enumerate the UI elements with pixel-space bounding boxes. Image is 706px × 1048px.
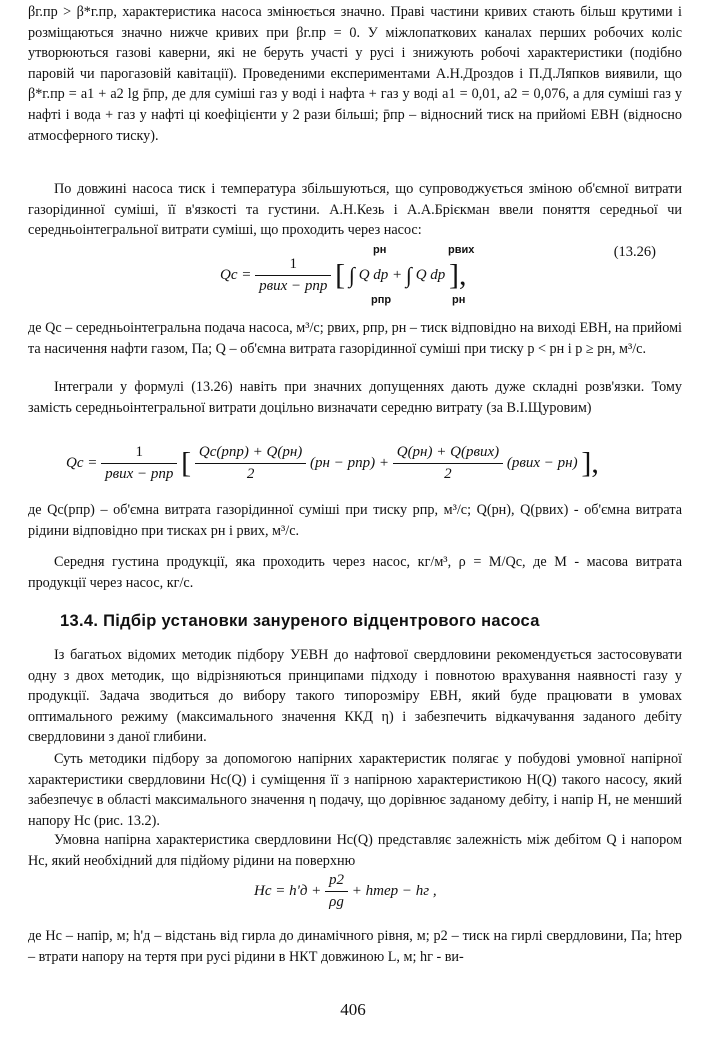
page-number: 406 bbox=[340, 1000, 366, 1019]
eq1-integral-1: ∫ bbox=[348, 262, 355, 288]
equation-13-26 bbox=[28, 244, 682, 310]
paragraph-5: де Qс(pпр) – об'ємна витрата газорідинної суміші при тиску pпр, м³/с; Q(pн), Q(pвих) - об'ємна витрата рідини відповідно при тисках pн і pвих, м³/с. bbox=[28, 502, 682, 539]
eq2-term-1 bbox=[195, 444, 306, 483]
eq3-left: Hс = h'д + bbox=[254, 882, 322, 899]
eq2-term-1-num: Qс(pпр) + Q(pн) bbox=[195, 444, 306, 464]
eq1-left: Qс = bbox=[220, 266, 252, 283]
paragraph-9: Умовна напірна характеристика свердловини Hс(Q) представляє залежність між дебітом Q і напором Hс, який необхідний для підйому рідини на поверхню bbox=[28, 832, 682, 869]
eq1-limit-2-bottom: pн bbox=[452, 294, 466, 306]
eq2-term-2-mul: (pвих − pн) bbox=[506, 454, 578, 471]
eq2-bracket-open: [ bbox=[181, 446, 192, 480]
eq2-bracket-close: ], bbox=[581, 446, 599, 480]
eq1-bracket-close: ], bbox=[449, 258, 467, 292]
eq2-term-2-num: Q(pн) + Q(pвих) bbox=[393, 444, 503, 464]
eq1-frac-den: pвих − pпр bbox=[259, 278, 328, 294]
eq3-fraction bbox=[325, 872, 348, 911]
paragraph-6: Середня густина продукції, яка проходить через насос, кг/м³, ρ = M/Qс, де M - масова витрата продукції через насос, кг/с. bbox=[28, 554, 682, 591]
equation-head bbox=[28, 872, 682, 916]
eq2-frac-den: pвих − pпр bbox=[105, 466, 174, 482]
eq1-fraction bbox=[255, 256, 331, 295]
eq2-term-2-den: 2 bbox=[444, 466, 452, 482]
eq2-term-1-mul: (pн − pпр) + bbox=[310, 454, 389, 471]
equation-number: (13.26) bbox=[613, 244, 656, 260]
eq3-frac-num: p2 bbox=[325, 872, 348, 892]
eq3-right: + hтер − hг , bbox=[351, 882, 437, 899]
eq1-limit-1-top: pн bbox=[373, 244, 387, 256]
eq1-integral-2: ∫ bbox=[405, 262, 412, 288]
eq1-body-1: Q dp + bbox=[358, 266, 403, 283]
section-heading: 13.4. Підбір установки зануреного відцентрового насоса bbox=[60, 612, 540, 630]
eq2-term-1-den: 2 bbox=[246, 466, 255, 482]
eq1-bracket-open: [ bbox=[335, 258, 346, 292]
paragraph-3: де Qс – середньоінтегральна подача насоса, м³/с; pвих, pпр, pн – тиск відповідно на виході ЕВН, на прийомі та насичення нафти газом, Па; Q – об'ємна витрата газорідинної суміші при тиску p < pн і p ≥ pн, м³/с. bbox=[28, 320, 682, 357]
paragraph-10: де Hс – напір, м; h'д – відстань від гирла до динамічного рівня, м; p2 – тиск на гирлі свердловини, Па; hтер – втрати напору на тертя при русі рідини в НКТ довжиною L, м; hг - ви- bbox=[28, 928, 682, 965]
equation-average-flow bbox=[28, 444, 682, 496]
paragraph-4: Інтеграли у формулі (13.26) навіть при значних допущеннях дають дуже складні розв'язки. Тому замість середньоінтегральної витрати доцільно визначати середню витрату (за В.І.Щуровим) bbox=[28, 379, 682, 416]
eq1-frac-num: 1 bbox=[255, 256, 331, 276]
eq1-body-2: Q dp bbox=[415, 266, 446, 283]
paragraph-1: βг.пр > β*г.пр, характеристика насоса змінюється значно. Праві частини кривих стають більш крутими і розміщаються значно нижче кривих при βг.пр = 0. У міжлопаткових каналах перших робочих коліс утворюються газові каверни, які не беруть участі у русі і знижують робочі характеристики (подібно паровій чи парогазовій кавітації). Проведеними експериментами А.Н.Дроздов і П.Д.Ляпков виявили, що β*г.пр = a1 + a2 lg p̄пр, де для суміші газ у воді і нафта + газ у воді a1 = 0,01, a2 = 0,076, а для суміші газ у нафті і вода + газ у нафті ці коефіцієнти у 2 рази більші; p̄пр – відносний тиск на прийомі ЕВН (відносно атмосферного тиску). bbox=[28, 4, 682, 144]
eq1-limit-1-bottom: pпр bbox=[371, 294, 392, 306]
paragraph-8: Суть методики підбору за допомогою напірних характеристик полягає у побудові умовної напірної характеристики свердловини Hс(Q) і суміщення її з напірною характеристикою H(Q) такого насосу, який забезпечує в області максимального значення η подачу, що дорівнює заданому дебіту, і напір H, не менший напору Hс (рис. 13.2). bbox=[28, 751, 682, 829]
eq2-term-2 bbox=[393, 444, 503, 483]
paragraph-7: Із багатьох відомих методик підбору УЕВН до нафтової свердловини рекомендується застосовувати одну з двох методик, що відрізняються принципами підходу і повнотою врахування наявності газу у продукції. Задача зводиться до вибору такого типорозміру ЕВН, який буде працювати в умовах оптимального режиму (максимального значення ККД η) і забезпечить відкачування заданого дебіту свердловини з даної глибини. bbox=[28, 647, 682, 746]
eq1-limit-2-top: pвих bbox=[448, 244, 475, 256]
eq3-frac-den: ρg bbox=[329, 894, 344, 910]
paragraph-2: По довжині насоса тиск і температура збільшуються, що супроводжується зміною об'ємної витрати газорідинної суміші, її в'язкості та густини. А.Н.Кезь і А.А.Брієкман ввели поняття середньої чи середньоінтегральної витрати суміші, що проходить через насос: bbox=[28, 181, 682, 239]
eq2-fraction bbox=[101, 444, 177, 483]
eq2-frac-num: 1 bbox=[101, 444, 177, 464]
eq2-left: Qс = bbox=[66, 454, 98, 471]
